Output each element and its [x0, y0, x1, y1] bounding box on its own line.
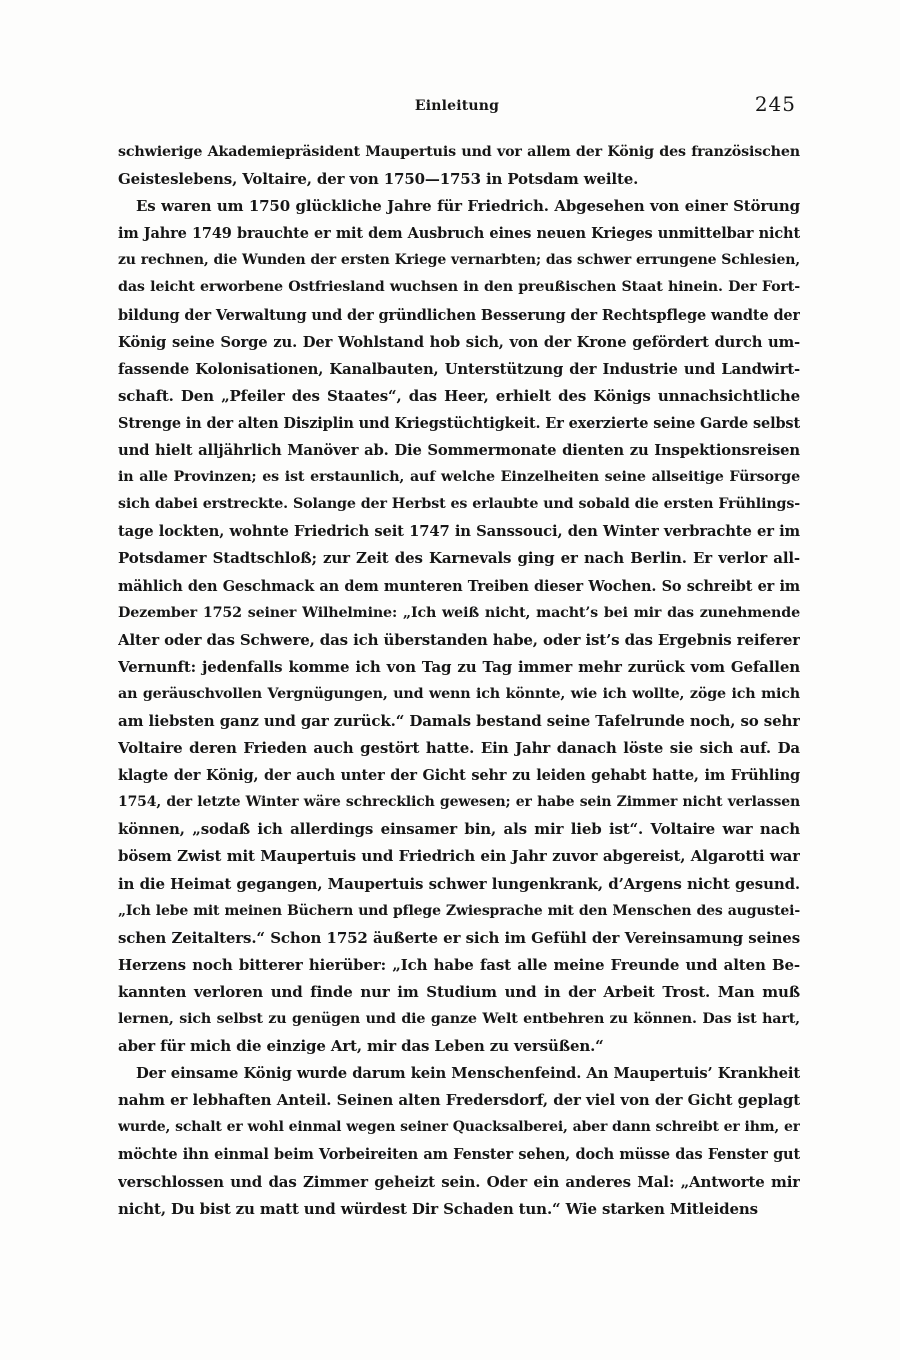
- text-line: schen Zeitalters.“ Schon 1752 äußerte er sich im Gefühl der Vereinsamung seines: [118, 928, 800, 947]
- text-line: tage lockten, wohnte Friedrich seit 1747 in Sanssouci, den Winter verbrachte er im: [118, 523, 800, 541]
- text-line: mählich den Geschmack an dem munteren Treiben dieser Wochen. So schreibt er im: [118, 577, 800, 595]
- text-line: Voltaire deren Frieden auch gestört hatte. Ein Jahr danach löste sie sich auf. Da: [118, 739, 800, 758]
- text-line: Der einsame König wurde darum kein Menschenfeind. An Maupertuis’ Krankheit: [136, 1065, 800, 1083]
- text-line: zu rechnen, die Wunden der ersten Kriege vernarbten; das schwer errungene Schlesien,: [118, 252, 800, 269]
- text-line: schwierige Akademiepräsident Maupertuis und vor allem der König des französischen: [118, 144, 800, 160]
- page-number: 245: [754, 92, 796, 116]
- text-line: in die Heimat gegangen, Maupertuis schwer lungenkrank, d’Argens nicht gesund.: [118, 874, 800, 893]
- text-line: lernen, sich selbst zu genügen und die ganze Welt entbehren zu können. Das ist hart,: [118, 1011, 800, 1027]
- text-line: Dezember 1752 seiner Wilhelmine: „Ich weiß nicht, macht’s bei mir das zunehmende: [118, 604, 800, 621]
- text-line: nicht, Du bist zu matt und würdest Dir Schaden tun.“ Wie starken Mitleidens: [118, 1199, 758, 1218]
- running-title: Einleitung: [414, 98, 500, 114]
- running-head: [118, 92, 796, 122]
- text-line: an geräuschvollen Vergnügungen, und wenn ich könnte, wie ich wollte, zöge ich mich: [118, 685, 800, 702]
- text-line: können, „sodaß ich allerdings einsamer bin, als mir lieb ist“. Voltaire war nach: [118, 820, 800, 839]
- text-line: in alle Provinzen; es ist erstaunlich, auf welche Einzelheiten seine allseitige Fürsorge: [118, 469, 800, 486]
- text-line: verschlossen und das Zimmer geheizt sein. Oder ein anderes Mal: „Antworte mir: [118, 1172, 800, 1191]
- text-line: kannten verloren und finde nur im Studium und in der Arbeit Trost. Man muß: [118, 982, 800, 1001]
- text-line: bildung der Verwaltung und der gründlichen Besserung der Rechtspflege wandte der: [118, 306, 800, 324]
- text-line: am liebsten ganz und gar zurück.“ Damals bestand seine Tafelrunde noch, so sehr: [118, 711, 800, 730]
- text-line: wurde, schalt er wohl einmal wegen seiner Quacksalberei, aber dann schreibt er ihm, er: [118, 1119, 800, 1136]
- text-line: Herzens noch bitterer hierüber: „Ich habe fast alle meine Freunde und alten Be-: [118, 955, 800, 974]
- text-line: bösem Zwist mit Maupertuis und Friedrich ein Jahr zuvor abgereist, Algarotti war: [118, 847, 800, 866]
- text-line: 1754, der letzte Winter wäre schrecklich gewesen; er habe sein Zimmer nicht verlassen: [118, 794, 800, 811]
- body-text: [118, 139, 800, 1223]
- text-line: „Ich lebe mit meinen Büchern und pflege Zwiesprache mit den Menschen des augustei-: [118, 902, 800, 919]
- text-line: Potsdamer Stadtschloß; zur Zeit des Karnevals ging er nach Berlin. Er verlor all-: [118, 549, 800, 568]
- text-line: sich dabei erstreckte. Solange der Herbst es erlaubte und sobald die ersten Frühlings-: [118, 496, 800, 513]
- paragraph: [118, 193, 800, 1060]
- paragraph: [118, 139, 800, 193]
- text-line: nahm er lebhaften Anteil. Seinen alten Fredersdorf, der viel von der Gicht geplagt: [118, 1091, 800, 1110]
- text-line: fassende Kolonisationen, Kanalbauten, Unterstützung der Industrie und Landwirt-: [118, 360, 800, 378]
- text-line: und hielt alljährlich Manöver ab. Die Sommermonate dienten zu Inspektionsreisen: [118, 442, 800, 460]
- text-line: aber für mich die einzige Art, mir das Leben zu versüßen.“: [118, 1037, 604, 1056]
- text-line: Es waren um 1750 glückliche Jahre für Friedrich. Abgesehen von einer Störung: [136, 197, 800, 216]
- text-line: Strenge in der alten Disziplin und Kriegstüchtigkeit. Er exerzierte seine Garde selbst: [118, 414, 800, 432]
- text-line: das leicht erworbene Ostfriesland wuchsen in den preußischen Staat hinein. Der Fort-: [118, 279, 800, 296]
- text-line: im Jahre 1749 brauchte er mit dem Ausbruch eines neuen Krieges unmittelbar nicht: [118, 225, 800, 243]
- text-line: Vernunft: jedenfalls komme ich von Tag zu Tag immer mehr zurück vom Gefallen: [118, 657, 800, 676]
- text-line: möchte ihn einmal beim Vorbeireiten am Fenster sehen, doch müsse das Fenster gut: [118, 1146, 800, 1164]
- text-line: Alter oder das Schwere, das ich überstanden habe, oder ist’s das Ergebnis reiferer: [118, 630, 800, 649]
- text-line: schaft. Den „Pfeiler des Staates“, das Heer, erhielt des Königs unnachsichtliche: [118, 386, 800, 405]
- text-line: Geisteslebens, Voltaire, der von 1750—1753 in Potsdam weilte.: [118, 170, 639, 189]
- text-line: klagte der König, der auch unter der Gicht sehr zu leiden gehabt hatte, im Frühling: [118, 767, 800, 785]
- text-line: König seine Sorge zu. Der Wohlstand hob sich, von der Krone gefördert durch um-: [118, 333, 800, 351]
- paragraph: [118, 1060, 800, 1223]
